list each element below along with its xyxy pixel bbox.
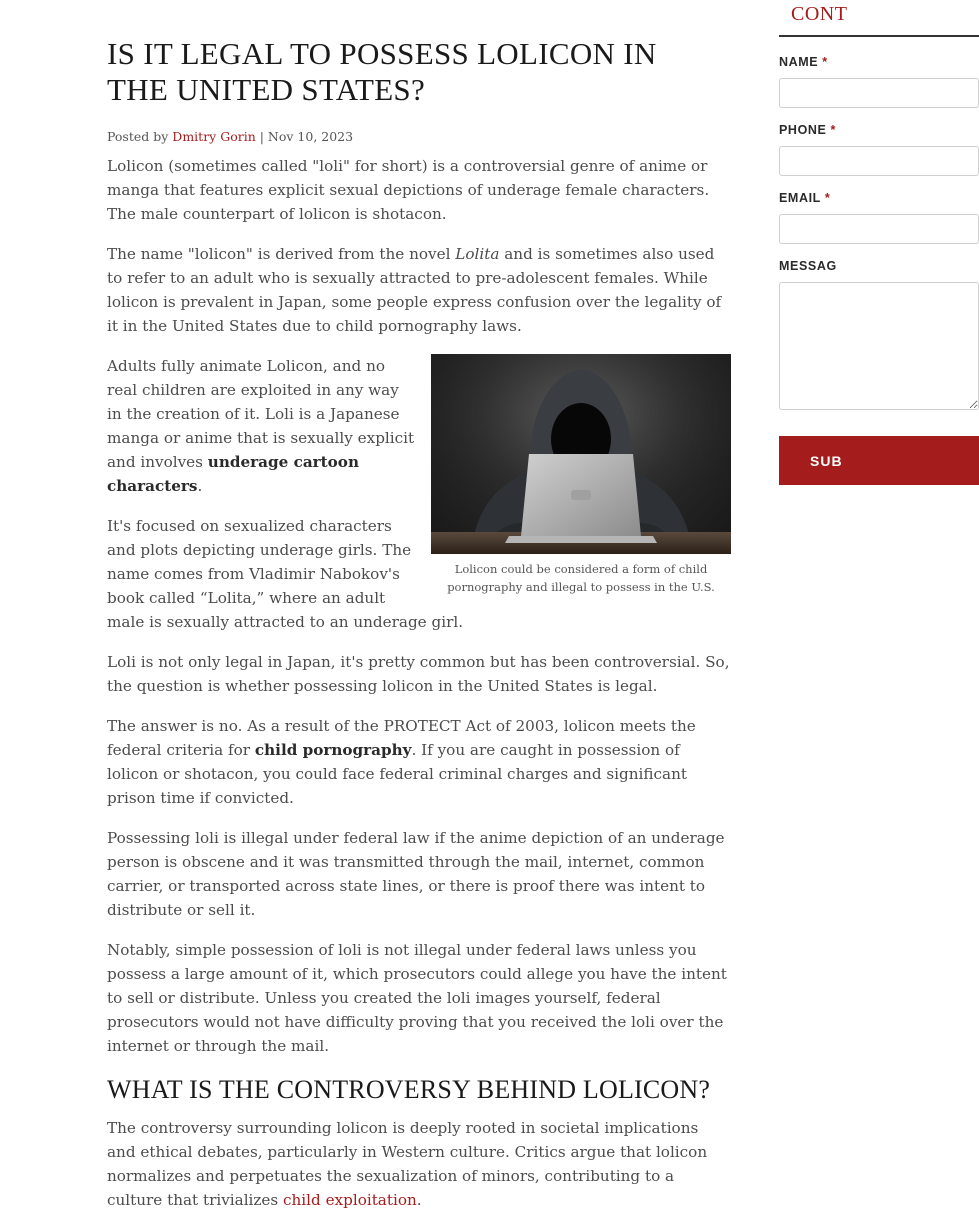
paragraph-legal-japan: Loli is not only legal in Japan, it's pretty common but has been controversial. So, the question is whether possessing lolicon in the United States is legal.	[107, 653, 730, 695]
contact-form-heading: CONT	[791, 3, 848, 25]
novel-title: Lolita	[455, 245, 500, 263]
article-figure	[431, 354, 731, 596]
article	[107, 36, 731, 1228]
contact-form-sidebar	[779, 0, 848, 1134]
heading-divider	[779, 35, 979, 37]
paragraph-intro: Lolicon (sometimes called "loli" for short) is a controversial genre of anime or manga that features explicit sexual depictions of underage female characters. The male counterpart of lolicon is shotacon.	[107, 157, 710, 223]
name-input[interactable]	[779, 78, 979, 108]
byline	[107, 129, 731, 145]
hooded-hacker-photo	[431, 354, 731, 554]
hooded-figure-laptop-image	[431, 354, 731, 554]
paragraph-federal-law: Possessing loli is illegal under federal law if the anime depiction of an underage person is obscene and it was transmitted through the mail, internet, common carrier, or transported across state lines, or there is proof there was intent to distribute or sell it.	[107, 829, 725, 919]
paragraph-name-origin: The name "lolicon" is derived from the novel Lolita and is sometimes also used to refer to an adult who is sexually attracted to pre-adolescent females. While lolicon is prevalent in Japan, some people express confusion over the legality of it in the United States due to child pornography laws.	[107, 245, 722, 335]
paragraph-animated: Adults fully animate Lolicon, and no real children are exploited in any way in the creation of it. Loli is a Japanese manga or anime that is sexually explicit and involves underage cartoon characters.	[107, 357, 415, 495]
name-label: NAME *	[779, 55, 828, 69]
child-exploitation-link[interactable]: child exploitation	[283, 1191, 417, 1209]
message-textarea[interactable]	[779, 282, 979, 410]
phone-label: PHONE *	[779, 123, 836, 137]
paragraph-protect-act: The answer is no. As a result of the PROTECT Act of 2003, lolicon meets the federal criteria for child pornography. If you are caught in possession of lolicon or shotacon, you could face federal criminal charges and significant prison time if convicted.	[107, 717, 696, 807]
bold-underage-characters: underage cartoon characters	[107, 453, 359, 495]
paragraph-nabokov: It's focused on sexualized characters and plots depicting underage girls. The name comes from Vladimir Nabokov's book called “Lolita,” where an adult male is sexually attracted to an underage girl.	[107, 517, 464, 631]
message-label: MESSAG	[779, 259, 837, 273]
figure-caption: Lolicon could be considered a form of child pornography and illegal to possess in the U.S.	[447, 562, 715, 594]
byline-posted-by: Posted by	[107, 129, 169, 144]
required-asterisk: *	[830, 123, 836, 137]
author-link[interactable]: Dmitry Gorin	[172, 129, 256, 144]
section-heading-controversy: WHAT IS THE CONTROVERSY BEHIND LOLICON?	[107, 1075, 711, 1104]
email-input[interactable]	[779, 214, 979, 244]
submit-button[interactable]: SUB	[779, 436, 979, 485]
paragraph-simple-possession: Notably, simple possession of loli is not illegal under federal laws unless you possess a large amount of it, which prosecutors could allege you have the intent to sell or distribute. Unless you created the loli images yourself, federal prosecutors would not have difficulty proving that you received the loli over the internet or through the mail.	[107, 941, 727, 1055]
phone-input[interactable]	[779, 146, 979, 176]
required-asterisk: *	[824, 191, 831, 205]
bold-child-pornography: child pornography	[254, 741, 412, 759]
paragraph-controversy: The controversy surrounding lolicon is deeply rooted in societal implications and ethical debates, particularly in Western culture. Critics argue that lolicon normalizes and perpetuates the sexualization of minors, contributing to a culture that trivializes child exploitation.	[107, 1119, 708, 1209]
post-date: Nov 10, 2023	[267, 129, 354, 144]
email-label: EMAIL *	[779, 191, 831, 205]
required-asterisk: *	[822, 55, 828, 69]
article-title: IS IT LEGAL TO POSSESS LOLICON IN THE UNITED STATES?	[107, 36, 657, 107]
byline-separator: |	[255, 129, 268, 144]
